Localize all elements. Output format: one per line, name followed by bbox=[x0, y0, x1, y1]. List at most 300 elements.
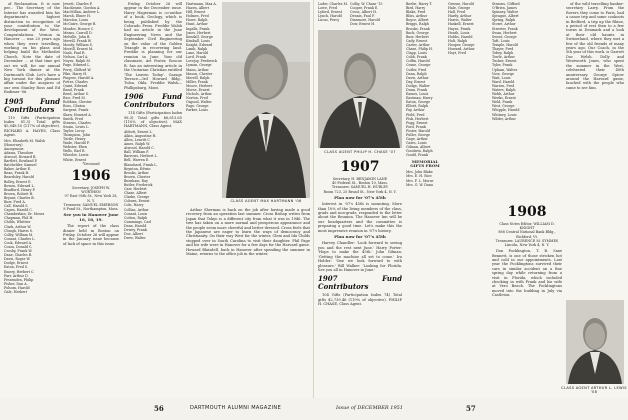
contributor-name: Hooper, George bbox=[448, 42, 475, 47]
contributor-name: Folsom, Harold bbox=[4, 285, 30, 290]
contributor-name: Tucker, Ernest bbox=[492, 59, 517, 64]
contributor-name: Fogg, Ernest bbox=[406, 120, 428, 125]
issue-date: Issue of DECEMBER 1951 bbox=[336, 405, 403, 411]
contributor-name: Chase, Albert bbox=[124, 191, 147, 196]
contributor-name: Dodge, Walter bbox=[406, 83, 430, 88]
contributor-name: Hill, Ernest bbox=[186, 10, 206, 15]
contributor-name: Perry, Clifford W. bbox=[63, 67, 92, 72]
lewis-caption: CLASS AGENT ARTHUR L. LEWIS '08 bbox=[561, 386, 627, 394]
contributor-name: Field, Fred bbox=[406, 112, 425, 117]
contributor-name: Pike, Harry H. bbox=[63, 71, 88, 76]
contributor-name: Thompson, John bbox=[63, 133, 90, 137]
contributor-name: Boynton, Edwin bbox=[124, 166, 151, 171]
contributor-name: Tuttle, Henry bbox=[63, 137, 86, 142]
contributor-name: Crosby, Frank W. bbox=[4, 249, 33, 254]
contributor-name: Hardy, Arthur bbox=[448, 14, 472, 19]
fund-1907-name-list-end bbox=[492, 2, 532, 121]
contributor-name: O'Brien, James bbox=[492, 6, 517, 11]
contributor-name: Collins, Arthur bbox=[124, 207, 149, 212]
contributor-name: Howard, Arthur bbox=[448, 47, 475, 52]
contributor-name: Ward, Harold bbox=[492, 79, 515, 84]
fund-1905-name-list bbox=[4, 139, 60, 295]
contributor-name: Wells, Earl R. bbox=[63, 149, 86, 154]
contributor-name: Dana, Ralph bbox=[406, 71, 427, 76]
portrait-chase-image bbox=[318, 30, 402, 148]
contributor-name: Thayer, Fred bbox=[492, 47, 514, 52]
intro-paragraph: of Reclamation. It is now per... The Secretary of the Interior has awarded him his department's highest distinction in recognition of your contribution to the development of the West. Congratulations. Vernon in Hanover ... was 25 years ago when they were travelling, working on his plans and helping build the Methodist Church. Note the date of December ... at that time get out we will, for our annual New York dinner at the Dartmouth Club. Let's have a big turnout for this pleasant affair under the auspices of our own Stanley Ross and Ed Rodimer '06. bbox=[4, 2, 60, 95]
class-1908-paragraph: Don Pocklington, T. B. Saxe Bennett, is one of those stricken hot and cold in our appointments. Last year the Pocklingtons survived their cars in similar accident on a fine spring day while returning from a visit in Florida, which included checking in with Frank and his wife at Vero Beach. The Pocklingtons moved into the building in July via Castleton. bbox=[492, 249, 562, 298]
contributor-name: Cummings, Carl bbox=[124, 219, 152, 224]
fund-1907-title: 1907 Fund Contributors bbox=[318, 274, 402, 292]
contributor-name: Wheeler, Lewis bbox=[63, 153, 89, 158]
class-1907-paragraph: Interest in '07's 45th is mounting. More than 10% of the living members of the class, grads and non-grads, responded to the letter about the Reunion. The Hanover Inn will be our headquarters and the committee is preparing a good time. Let's make this the most impressive reunion in '07's history. bbox=[318, 202, 402, 233]
contributor-name: Chase, Philip H. bbox=[406, 47, 433, 52]
contributor-name: Taft, Louis bbox=[492, 38, 510, 43]
contributor-name: Ames, Ralph W. bbox=[124, 142, 150, 147]
contributor-name: Hall, Fred bbox=[448, 10, 465, 15]
contributor-name: Conant, Louis bbox=[124, 211, 148, 216]
contributor-name: Clapp, Louis bbox=[406, 51, 427, 56]
contributor-name: Capen, Harold C. bbox=[4, 208, 33, 213]
left-column-4-text bbox=[186, 208, 310, 394]
contributor-name: Upham, Walter bbox=[492, 67, 518, 72]
treasurer-address: 8 Pond St., Northampton, Mass. bbox=[63, 207, 119, 212]
contributor-name: West, George bbox=[492, 104, 515, 109]
contributor-name: Boyce, Albert bbox=[406, 18, 429, 23]
contributor-name: Parker, Louis bbox=[186, 108, 208, 113]
page-footer bbox=[0, 398, 628, 420]
left-column-3 bbox=[124, 2, 182, 394]
contributor-name: Cutler, Fred bbox=[406, 67, 427, 72]
left-column-1 bbox=[4, 2, 60, 394]
contributor-name: Potter, Charles bbox=[63, 79, 88, 84]
contributor-name: Cozza, Donald C. bbox=[4, 245, 33, 249]
contributor-name: Tobey, Ralph bbox=[492, 51, 514, 56]
contributor-name: Colby, William M. bbox=[4, 232, 34, 237]
fund-1905-subtitle: 110 Gifts (Participation Index 81.3) Total gifts $5,048.10 (117% of objective). RICHARD A. HAYES, Class Agent. bbox=[4, 115, 60, 138]
fund-1907-name-list bbox=[406, 2, 444, 158]
contributor-name: Knight, Edward bbox=[186, 42, 213, 47]
contributor-name: Lane, Harold bbox=[186, 51, 208, 56]
contributor-name: Blake, Fred bbox=[406, 10, 426, 15]
contributor-name: Dow, Ernest H. bbox=[350, 22, 376, 27]
contributor-name: Cook, Edward A. bbox=[4, 240, 33, 245]
contributor-name: Towle, Arthur bbox=[492, 55, 515, 60]
contributor-name: Lynch, Harold bbox=[318, 14, 342, 19]
contributor-name: Harris, Walter bbox=[448, 18, 472, 23]
class-1906-notes: Friday, October 26 will appear in the December issue. Harry Hagerman is co-author of a book, Geology, which is being published by the Colorado Press. Freddie Walsh had an article in the June Engineering News and the September Civil Engineering on the value of the Golden Triangle in recovering land. Freddie is planning for our reunion in June. Your old classmate, Art Foster, Roscoe B. has an interesting article in the Unitarian Christian entitled 'The Leaven Today'. Garage Terrace—3rd Howard Bldg., Tulsa, Okla. Freddie Walsh—Phillipsburg, Mont. bbox=[124, 2, 182, 90]
contributor-name: Swan, Herbert bbox=[492, 30, 517, 35]
contributor-name: Marsh, Elmer H. bbox=[63, 14, 91, 19]
year-heading-1906: 1906 bbox=[71, 168, 111, 185]
contributor-name: Brooks, Arthur bbox=[124, 170, 149, 175]
year-heading-1907: 1907 bbox=[340, 159, 380, 175]
contributor-name: Reed, Arthur S. bbox=[63, 92, 89, 97]
fund-1905-name-list-continued bbox=[63, 2, 119, 162]
memorial-gifts-heading: MEMORIAL GIFTS FROM bbox=[410, 158, 440, 168]
contributor-name: Holmes, Fred bbox=[186, 14, 209, 19]
contributor-name: Adams, Theodore bbox=[4, 150, 34, 155]
secretary-line: Secretary, JOSEPH W. WORTHEN bbox=[72, 186, 110, 195]
contributor-name: Bryant, Charles B. bbox=[4, 195, 35, 200]
contributor-name: Fisk, Herbert bbox=[406, 116, 429, 121]
right-column-4-names bbox=[492, 2, 532, 202]
contributor-name: Whitney, Louis bbox=[492, 112, 517, 117]
contributor-name: Meader, Horace C. bbox=[63, 26, 95, 31]
contributor-name: Weeks, Ernest bbox=[492, 96, 516, 101]
contributor-name: Mrs. F. L. Morse bbox=[406, 178, 434, 183]
contributor-name: Cross, Albert H. bbox=[350, 10, 377, 15]
contributor-name: Atwood, Howard B. bbox=[4, 154, 37, 159]
contributor-name: Hayes, Frank bbox=[448, 26, 471, 31]
contributor-name: Childs, Whittier bbox=[4, 220, 31, 225]
contributor-name: Wade, Harold F. bbox=[63, 141, 90, 146]
contributor-name: Ford, Frank bbox=[406, 124, 426, 129]
class-1907-quotes: Harvey Chandler: 'Look forward to seeing you and the rest next June.' Harry Porter: 'Hope to make the 45th.' John Gilman: 'Getting the machine all set to come.' Ira Holder: 'One we look forward to with pleasure.' Bill Walker: 'Looking for Florida. See you all in Hanover in June.' bbox=[318, 241, 402, 272]
contributor-name: Taylor, Leroy bbox=[63, 128, 85, 133]
contributor-name: Webster, Eben bbox=[63, 145, 88, 150]
contributor-name: Eaton, George bbox=[406, 100, 431, 105]
contributor-name: Cole, Harry bbox=[124, 203, 144, 208]
portrait-lewis-image bbox=[566, 300, 624, 384]
contributor-name: Anonymous bbox=[4, 146, 24, 151]
contributor-name: Hartmann, Max A. bbox=[186, 2, 217, 6]
contributor-name: Dane, Charles B. bbox=[4, 253, 33, 258]
memorial-name-list bbox=[406, 170, 444, 186]
treasurer-address-1908: Lincoln, New York 4, N. Y. bbox=[504, 243, 550, 248]
contributor-name: Beardsley, Harold bbox=[4, 175, 34, 180]
contributor-name: Clark, Arthur W. bbox=[4, 224, 32, 229]
contributor-name: Kendall, George bbox=[186, 34, 213, 39]
contributor-name: Noyes, Ralph M. bbox=[63, 59, 91, 64]
contributor-name: Coburn, Ernest bbox=[124, 199, 150, 204]
contributor-name: Lowe, Fred bbox=[318, 6, 337, 11]
contributor-name: Page, Edward L. bbox=[63, 63, 91, 68]
contributor-name: Warren, Fred bbox=[492, 83, 515, 88]
right-column-3b bbox=[448, 2, 488, 394]
contributor-name: Morse, Ernest bbox=[186, 87, 210, 92]
contributor-name: Holt, Ralph bbox=[448, 38, 468, 43]
contributor-name: Bliss, Arthur bbox=[406, 14, 428, 19]
contributor-name: Dinsmore, Harold bbox=[350, 18, 380, 23]
year-heading-1908: 1908 bbox=[507, 204, 547, 220]
contributor-name: Hunt, Arthur bbox=[186, 22, 208, 27]
contributor-name: Fisher, Dan A. bbox=[4, 281, 28, 286]
contributor-name: Barrows, Herbert L. bbox=[124, 154, 158, 159]
contributor-name: Webb, Arthur bbox=[492, 92, 515, 97]
contributor-name: Cotton, Ralph bbox=[124, 215, 148, 220]
contributor-name: Clough, Harris S. bbox=[4, 228, 33, 233]
contributor-name: Sargent, Frank bbox=[63, 108, 89, 113]
contributor-name: Gilman, Albert bbox=[406, 145, 431, 150]
contributor-name: Means, Carroll D. bbox=[63, 30, 93, 35]
contributor-name: Mason, Chester bbox=[186, 71, 213, 76]
contributor-name: Temple, Harold bbox=[492, 42, 518, 47]
contributor-name: Farr, Arthur D. bbox=[4, 273, 29, 278]
contributor-name: Lyford, Ernest bbox=[318, 10, 343, 15]
contributor-name: Fuller, George bbox=[406, 133, 430, 137]
contributor-name: Streeter, Frank bbox=[492, 26, 518, 31]
contributor-name: Colby, W. Chase '15 bbox=[350, 2, 383, 6]
contributor-name: Lucas, Percy bbox=[318, 18, 340, 23]
contributor-name: Kimball, Louis bbox=[186, 38, 210, 43]
right-column-4-text bbox=[492, 202, 562, 394]
contributor-name: Merrill, Ralph bbox=[186, 75, 210, 80]
right-column-1-top bbox=[318, 2, 348, 32]
contributor-name: Bartlett, Rowland P. bbox=[4, 159, 38, 164]
right-page bbox=[314, 0, 628, 398]
plan-45th-note-2: Plan now for '07's 45th bbox=[334, 234, 386, 240]
contributor-name: Nelson, Carl A. bbox=[63, 55, 89, 60]
contributor-name: Spinney, Walter bbox=[492, 10, 519, 15]
contributor-name: Wilder, Arthur bbox=[492, 116, 516, 121]
contributor-name: Gould, Frank bbox=[406, 153, 428, 158]
class-1908-officers bbox=[492, 222, 562, 247]
contributor-name: Ball, William F. bbox=[124, 150, 150, 155]
contributor-name: Melville, John B. bbox=[63, 34, 91, 39]
contributor-name: Coffin, Harold bbox=[406, 59, 430, 64]
contributor-name: Burr, Herbert bbox=[406, 34, 429, 39]
contributor-name: Mann, Arthur bbox=[186, 67, 209, 72]
secretary-line-1908: Class Notes Editor, WILLIAM D. KNIGHT bbox=[499, 222, 555, 231]
contributor-name: Crane, George bbox=[406, 63, 431, 68]
contributor-name: Lamb, Ralph bbox=[186, 47, 208, 52]
contributor-name: Burr, Fred A. bbox=[4, 199, 26, 204]
contributor-name: Dennis, Paul F. bbox=[350, 14, 375, 19]
contributor-name: Swain, Lewis L. bbox=[63, 124, 90, 129]
fund-1907-name-list-continued bbox=[448, 2, 488, 55]
contributor-name: Cady, Ernest bbox=[406, 38, 428, 43]
right-page-number: 57 bbox=[466, 404, 476, 413]
contributor-name: Mrs. E. H. Rice bbox=[406, 174, 432, 179]
contributor-name: MacKenzie, Gordon A. bbox=[63, 6, 101, 11]
contributor-name: Allen, Leavitt C. bbox=[124, 137, 151, 142]
contributor-name: Smith, Fred bbox=[63, 116, 83, 121]
contributor-name: Pingree, Harold A. bbox=[63, 75, 95, 80]
contributor-name: Wait, Louis bbox=[492, 75, 511, 80]
contributor-name: Buck, George bbox=[406, 30, 429, 35]
contributor-name: Bowen, Edward L. bbox=[4, 183, 35, 188]
contributor-name: Ross, Clinton bbox=[63, 104, 86, 109]
contributor-name: Fessenden, Philip bbox=[4, 277, 34, 282]
fund-1906-title: 1906 Fund Contributors bbox=[124, 92, 182, 110]
contributor-name: Mrs. Elizabeth M. Walsh bbox=[4, 138, 45, 143]
contributor-name: Carr, Herbert bbox=[124, 187, 147, 192]
contributor-name: Bolley, Ernest E. bbox=[4, 179, 32, 184]
fund-1906-subtitle: 114 Gifts (Participation Index 98.3) Total gifts $6,613.65 (110% of objective). MAX HARTMANN, Class Agent. bbox=[124, 111, 182, 129]
secretary-address-1907: 40 Federal St., Boston 10, Mass. bbox=[332, 181, 388, 186]
portrait-hartmann-image bbox=[222, 2, 310, 198]
right-column-3 bbox=[406, 2, 444, 394]
contributor-name: Call, Harold S. bbox=[4, 204, 29, 209]
contributor-name: Ingalls, Frank bbox=[186, 26, 210, 31]
contributor-name: Miller, Frank bbox=[186, 79, 208, 84]
contributor-name: Waters, Ralph bbox=[492, 87, 516, 92]
contributor-name: Heath, Louis bbox=[448, 30, 470, 35]
contributor-name: Eaton, Fred S. bbox=[4, 265, 29, 270]
contributor-name: Hobbs, Harold bbox=[448, 34, 473, 39]
class-agent-lewis-photo bbox=[566, 300, 624, 384]
contributor-name: Carter, Arthur bbox=[406, 42, 430, 47]
contributor-name: Dodge, Ernest bbox=[4, 261, 28, 266]
top-name-list-2 bbox=[350, 2, 384, 27]
contributor-name: Robbins, Chester bbox=[63, 100, 92, 105]
magazine-title: DARTMOUTH ALUMNI MAGAZINE bbox=[190, 405, 282, 411]
class-1907-officers bbox=[318, 177, 402, 194]
contributor-name: Atwood, Harold C. bbox=[124, 146, 155, 151]
class-agent-chase-photo bbox=[318, 30, 402, 148]
class-1908-notes: of the wild travelling banker-secretary Larry. From the Rovers they come to Paris, had a canoe trip and some cookouts in Bedford, a trip up the Rhine, a period of rest then to a few towns in Denmark and a look at their old haunts in Switzerland, where they met a few of the old friends of many years ago. Our Coach, in the 5th year of this work, is Garrett Doc Welsh. Dolly and Wentworth Jones, who spent the summer in the West, celebrated their 40th anniversary. George Spicer around the Harvard game, lunched with the people who came to see him. bbox=[566, 2, 624, 90]
contributor-name: Abbott, Ernest L. bbox=[124, 129, 153, 134]
right-column-1-top-b bbox=[350, 2, 384, 32]
contributor-name: Dewey, Frank bbox=[124, 228, 147, 232]
contributor-name: Jewett, Charles P. bbox=[63, 2, 93, 6]
contributor-name: Nash, Paul R. bbox=[63, 51, 86, 56]
contributor-name: Goodwin, Ralph bbox=[406, 149, 433, 154]
contributor-name: Osgood, Walter bbox=[186, 100, 212, 105]
contributor-name: Baker, Arthur E. bbox=[4, 167, 32, 172]
contributor-name: McGuire, George R. bbox=[63, 22, 97, 27]
secretary-address: 97 East 95th St., New York 28, N. Y. bbox=[64, 194, 118, 203]
contributor-name: Merrill, Frank W. bbox=[63, 38, 92, 43]
contributor-name: Butler, Frederick bbox=[124, 182, 153, 187]
contributor-name: Brown, Chester bbox=[124, 174, 151, 179]
contributor-name: Briggs, Ralph bbox=[406, 22, 429, 27]
contributor-name: Shaw, Howard A. bbox=[63, 112, 92, 117]
contributor-name: Moore, Herbert bbox=[186, 83, 213, 88]
contributor-name: Bird, Harry bbox=[406, 6, 426, 11]
contributor-name: Nichols, Arthur bbox=[186, 92, 212, 97]
contributor-name: Quint, Edward bbox=[63, 83, 88, 88]
contributor-name: Burnham, Ray bbox=[124, 178, 148, 183]
contributor-name: Brown, Robert H. bbox=[4, 191, 34, 196]
contributor-name: Conant, Charles L. bbox=[4, 236, 36, 241]
contributor-name: Bean, Frank H. bbox=[4, 171, 30, 176]
contributor-name: Fay, Arthur bbox=[406, 108, 425, 113]
chase-caption: CLASS AGENT PHILIP H. CHASE '07 bbox=[324, 150, 396, 154]
contributor-name: Sweet, George bbox=[492, 34, 517, 39]
contributor-name: Moody, William S. bbox=[63, 42, 93, 47]
contributor-name: Howe, Ralph bbox=[186, 18, 208, 23]
contributor-name: Marston, Louis bbox=[63, 18, 89, 23]
contributor-name: Vose, George bbox=[492, 71, 515, 76]
contributor-name: Brooks, Frank bbox=[406, 26, 430, 31]
fund-1906-name-list bbox=[124, 130, 182, 241]
secretary-line-1907: Secretary, H. BENJAMIN LANE bbox=[332, 177, 388, 181]
secretary-address-1908: 888 Central National Bank Bldg., Richford, Vt. bbox=[498, 230, 556, 239]
contributor-name: Weld, Frank bbox=[492, 100, 513, 105]
contributor-name: Davis, Roger W. bbox=[4, 257, 31, 262]
contributor-name: Gates, Louis bbox=[406, 141, 427, 146]
contributor-name: Dunn, Frank bbox=[406, 87, 428, 92]
contributor-name: Eames, Louis bbox=[406, 92, 429, 97]
contributor-name: Dean, Harold bbox=[124, 223, 147, 228]
left-page-number: 56 bbox=[154, 404, 164, 413]
contributor-name: Foster, Harold bbox=[406, 128, 430, 133]
contributor-name: Tyler, Frank bbox=[492, 63, 513, 68]
contributor-name: Hazen, Albert bbox=[186, 6, 210, 11]
contributor-name: Sprague, Albert bbox=[492, 14, 519, 19]
right-column-5 bbox=[566, 2, 624, 300]
contributor-name: Batchelder, Samuel bbox=[4, 163, 37, 168]
contributor-name: Day, Ernest bbox=[406, 79, 426, 84]
contributor-name: Lord, Frank bbox=[186, 55, 206, 60]
contributor-name: Elliott, Ralph bbox=[406, 104, 429, 109]
contributor-name: (Honorary) bbox=[4, 142, 23, 147]
contributor-name: Stowe, Arthur bbox=[492, 22, 516, 27]
contributor-name: Haskell, Ernest bbox=[448, 22, 474, 27]
contributor-name: Blanchard, Frank L. bbox=[124, 162, 158, 167]
plan-45th-note: Plan now for '07's 45th bbox=[334, 194, 386, 200]
hartmann-caption: CLASS AGENT MAX HARTMANN '06 bbox=[230, 199, 302, 203]
contributor-name: Cobb, Frank bbox=[406, 55, 427, 60]
treasurer-line: Treasurer, SAMUEL EMERSON bbox=[63, 202, 119, 207]
left-column-2 bbox=[63, 2, 119, 394]
contributor-name: White, Ernest bbox=[63, 157, 87, 162]
contributor-name: MacMillan, Andrew L. bbox=[63, 10, 101, 15]
left-page bbox=[0, 0, 314, 398]
fund-1905-title: 1905 Fund Contributors bbox=[4, 96, 60, 114]
contributor-name: Bradford, Henry P. bbox=[4, 187, 36, 192]
contributor-name: Doe, Albert bbox=[124, 232, 144, 237]
contributor-name: Gale, Herbert bbox=[4, 290, 28, 295]
contributor-name: Chamberlain, Dr. Moses bbox=[4, 212, 45, 217]
top-name-list-1 bbox=[318, 2, 348, 22]
right-column-2 bbox=[318, 157, 402, 394]
contributor-name: Mrs. John Blake bbox=[406, 170, 433, 175]
class-1906-officers bbox=[63, 186, 119, 211]
contributor-name: Whipple, Harold bbox=[492, 108, 520, 113]
class-agent-hartmann-photo bbox=[222, 2, 310, 198]
contributor-name: Hoyt, Fred bbox=[448, 51, 467, 56]
contributor-name: Gage, Arthur bbox=[406, 137, 428, 142]
contributor-name: Cooper, Frank E. bbox=[350, 6, 379, 11]
treasurer-address-1907: Room 723, 25 Broad St., New York 4, N. Y. bbox=[323, 189, 397, 194]
contributor-name: Emery, Herbert C. bbox=[4, 269, 35, 274]
deceased-note: *Deceased bbox=[82, 161, 100, 166]
contributor-name: Page, George bbox=[186, 104, 209, 109]
contributor-name: Jones, Herbert bbox=[186, 30, 211, 35]
contributor-name: Spring, Ralph bbox=[492, 18, 516, 23]
left-column-4-names bbox=[186, 2, 218, 207]
contributor-name: Morrill, Ernest M. bbox=[63, 47, 94, 52]
contributor-name: Eastman, Harry bbox=[406, 96, 433, 101]
contributor-name: Stearns, Charles bbox=[63, 120, 91, 125]
class-1906-paragraph: The report of the class dinner held in Boston on Friday, October 26 will appear in the January issue because of lack of space in this issue. bbox=[63, 224, 119, 246]
contributor-name: Rice, Fred M. bbox=[63, 96, 86, 101]
contributor-name: Hale, George bbox=[448, 6, 471, 11]
treasurer-line-1908: Treasurer, LAURENCE M. SYMMES bbox=[495, 238, 559, 243]
class-1906-news: Arthur Sherman is back on the job after having made a good recovery from an operation last summer. Cross Bishop writes from Japan that Tokyo is a different city from what it was in 1946. The tree has taken on a more normal and prosperous appearance and the people seem more cheerful and better dressed. Cross feels that the Japanese are eager to learn the ways of democracy and Christianity. On their way West for the winter, Clem and Ida Childs stopped over in South Carolina to visit their daughter. Phil Page and his wife were in Hanover for a few days for the Harvard game. Howard Blaisdell, back in Hanover after spending the summer in Maine, returns to the office job in the winter. bbox=[186, 208, 310, 257]
contributor-name: Drew, Walter bbox=[124, 236, 146, 241]
contributor-name: Greene, Harold bbox=[448, 2, 474, 6]
contributor-name: Davis, Arthur bbox=[406, 75, 429, 80]
contributor-name: Clarke, George bbox=[124, 195, 150, 200]
contributor-name: Lyman, George bbox=[186, 63, 212, 68]
contributor-name: Loder, Charles M. bbox=[318, 2, 348, 6]
fund-1907-subtitle: 104 Gifts (Participation Index 74) Total gifts $2,739.46 (119% of objective). PHILIP H. CHASE, Class Agent. bbox=[318, 293, 402, 307]
contributor-name: Bell, Warren E. bbox=[124, 158, 150, 163]
contributor-name: Aikin, Augustine H. bbox=[124, 133, 157, 138]
contributor-name: Chapman, Phil H. bbox=[4, 216, 34, 221]
fund-1906-name-list-continued bbox=[186, 2, 218, 113]
reunion-note: See you in Hanover June 16, 18, 19. bbox=[63, 212, 119, 222]
contributor-name: Mrs. G. W. Dana bbox=[406, 182, 433, 187]
contributor-name: Stearns, Clifford bbox=[492, 2, 520, 6]
contributor-name: Lovejoy, Frederick bbox=[186, 59, 217, 64]
contributor-name: Norton, Fred bbox=[186, 96, 208, 101]
treasurer-line-1907: Treasurer, SAMUEL H. HURLEY bbox=[331, 185, 389, 190]
